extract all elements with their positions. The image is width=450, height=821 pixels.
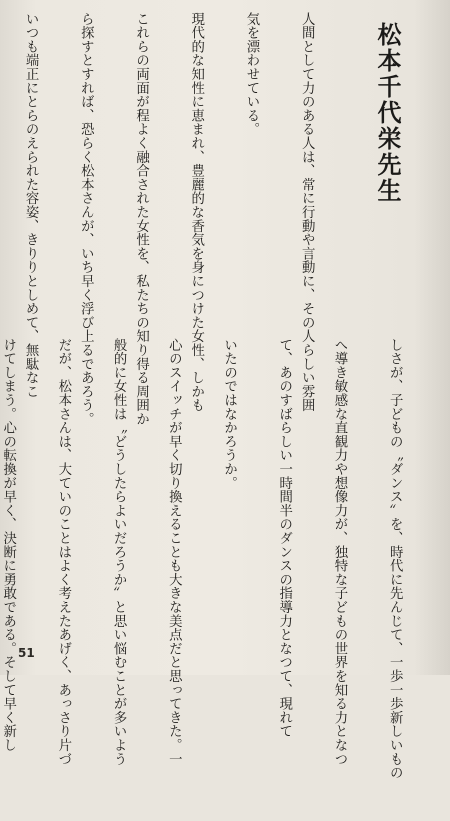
page-number: 51 — [18, 646, 35, 660]
text-column: へ導き敏感な直観力や想像力が、独特な子どもの世界を知る力となつ — [331, 338, 347, 766]
text-column: 心のスイッチが早く切り換えることも大きな美点だと思ってきた。一 — [166, 338, 182, 766]
text-column: これらの両面が程よく融合された女性を、私たちの知り得る周囲か — [133, 12, 149, 426]
text-column: ら探すとすれば、恐らく松本さんが、いち早く浮び上るであろう。 — [78, 12, 94, 426]
text-column: 現代的な知性に恵まれ、豊麗的な香気を身につけた女性、しかも — [188, 12, 204, 413]
text-column: いつも端正にとらのえられた容姿、きりりとしめて、無駄なこ — [23, 12, 39, 399]
text-column: て、あのすばらしい一時間半のダンスの指導力となつて、現れて — [276, 338, 292, 739]
text-column: 気を漂わせている。 — [243, 12, 259, 137]
text-column: しさが、子どもの〝ダンス〟を、時代に先んじて、一歩一歩新しいもの — [387, 338, 403, 780]
text-column: いたのではなかろうか。 — [221, 338, 237, 490]
text-column: 人間として力のある人は、常に行動や言動に、その人らしい雰囲 — [299, 12, 315, 413]
article-title: 松本千代栄先生 — [373, 22, 402, 204]
text-column: けてしまう。心の転換が早く、決断に勇敢である。そして早く新し — [0, 338, 16, 752]
text-column: 般的に女性は〝どうしたらよいだろうか〟と思い悩むことが多いよう — [111, 338, 127, 766]
text-column: だが、松本さんは、大ていのことはよく考えたあげく、あっさり片づ — [55, 338, 71, 766]
